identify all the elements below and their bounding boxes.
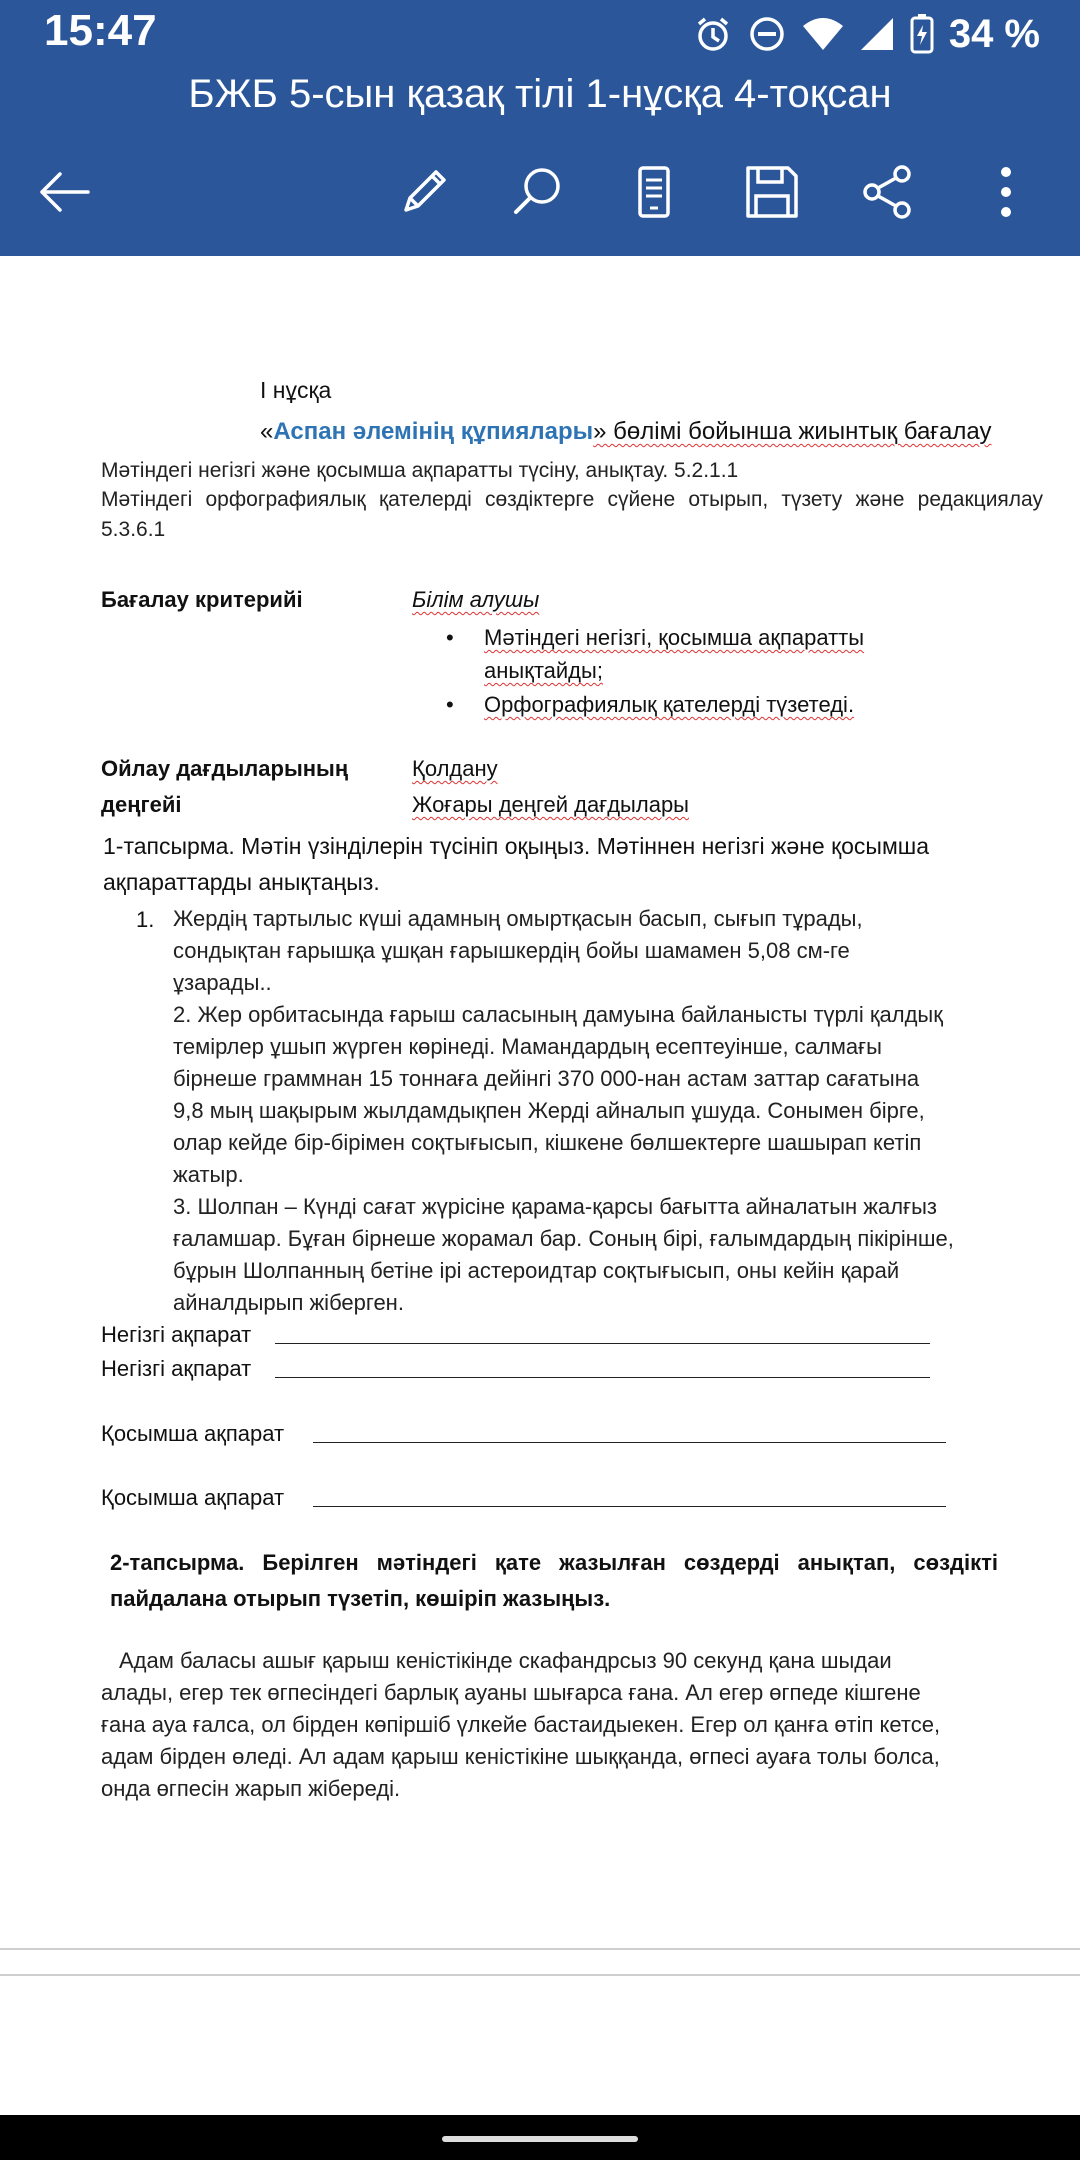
alarm-icon: [693, 14, 733, 54]
para-line: адам бірден өледі. Ал адам қарыш кеністікіне шыққанда, өгпесі ауаға толы болса,: [101, 1744, 940, 1769]
save-icon[interactable]: [740, 160, 804, 224]
item3-line: айналдырып жіберген.: [173, 1290, 404, 1315]
bullet-2: Орфографиялық қателерді түзетеді.: [484, 692, 855, 717]
skill-2: Жоғары деңгей дағдылары: [412, 792, 689, 817]
extra-info-label-2: Қосымша ақпарат: [101, 1485, 285, 1510]
status-icons: [693, 8, 1040, 60]
status-time: 15:47: [44, 6, 157, 55]
criteria-label: Бағалау критерийі: [101, 587, 303, 612]
item3-line: 3. Шолпан – Күнді сағат жүрісіне қарама-қарсы бағытта айналатын жалғыз: [173, 1194, 938, 1219]
learner-label: Білім алушы: [412, 587, 540, 612]
item3-line: ғаламшар. Бұған бірнеше жорамал бар. Соның бірі, ғалымдардың пікірінше,: [173, 1226, 954, 1251]
answer-line-2[interactable]: [275, 1377, 930, 1378]
edit-pencil-icon[interactable]: [392, 160, 456, 224]
item1-line: Жердің тартылыс күші адамның омыртқасын басып, сығып тұрады,: [173, 906, 863, 931]
item3-line: бұрын Шолпанның бетіне ірі астероидтар соқтығысып, оны кейін қарай: [173, 1258, 900, 1283]
item2-line: темірлер ұшып жүрген көрінеді. Мамандардың есептеуінше, салмағы: [173, 1034, 882, 1059]
document-title: БЖБ 5-сын қазақ тілі 1-нұсқа 4-тоқсан: [188, 72, 892, 116]
mobile-view-icon[interactable]: [622, 160, 686, 224]
bullet-dot-1: •: [446, 625, 454, 650]
answer-line-3[interactable]: [313, 1442, 946, 1443]
search-icon[interactable]: [506, 160, 570, 224]
item2-line: олар кейде бір-бірімен соқтығысып, кішкене бөлшектерге шашырап кетіп: [173, 1130, 922, 1155]
bullet-dot-2: •: [446, 692, 454, 717]
para-line: алады, егер тек өгпесіндегі барлық ауаны шығарса ғана. Ал егер өгпеде кішгене: [101, 1680, 921, 1705]
variant-label: І нұсқа: [260, 377, 332, 403]
main-info-label-2: Негізгі ақпарат: [101, 1356, 252, 1381]
home-indicator[interactable]: [442, 2136, 638, 2142]
page-divider: [0, 1948, 1080, 1950]
task2-paragraph: [101, 1645, 1043, 1805]
item2-line: бірнеше граммнан 15 тоннаға дейінгі 370 000-нан астам заттар сағатына: [173, 1066, 920, 1091]
bullet-1-line2: анықтайды;: [484, 658, 603, 683]
task1-line1: 1-тапсырма. Мәтін үзінділерін түсініп оқыңыз. Мәтіннен негізгі және қосымша: [103, 833, 930, 859]
more-vert-icon[interactable]: [974, 160, 1038, 224]
item2-line: 2. Жер орбитасында ғарыш саласының дамуына байланысты түрлі қалдық: [173, 1002, 943, 1027]
main-info-label-1: Негізгі ақпарат: [101, 1322, 252, 1347]
item2-line: 9,8 мың шақырым жылдамдықпен Жерді айналып ұшуда. Сонымен бірге,: [173, 1098, 925, 1123]
signal-icon: [859, 14, 895, 54]
page-divider: [0, 1974, 1080, 1976]
share-icon[interactable]: [856, 160, 920, 224]
answer-line-4[interactable]: [313, 1506, 946, 1507]
item1-number: 1.: [136, 907, 155, 932]
task2-line2: пайдалана отырып түзетіп, көшіріп жазыңыз.: [110, 1586, 611, 1611]
skills-label-2: деңгейі: [101, 792, 182, 817]
task1-line2: ақпараттарды анықтаңыз.: [103, 869, 380, 895]
bullet-1-line1: Мәтіндегі негізгі, қосымша ақпаратты: [484, 625, 865, 650]
task2-line1: 2-тапсырма. Берілген мәтіндегі қате жазылған сөздерді анықтап, сөздікті: [110, 1550, 998, 1575]
item1-block: [173, 903, 1043, 1319]
document-heading: «Аспан әлемінің құпиялары» бөлімі бойынша жиынтық бағалау: [260, 418, 992, 445]
skills-label-1: Ойлау дағдыларының: [101, 756, 349, 781]
para-line: онда өгпесін жарып жібереді.: [101, 1776, 401, 1801]
dnd-icon: [747, 14, 787, 54]
objective-2: Мәтіндегі орфографиялық қателерді сөздіктерге сүйене отырып, түзету және редакциялау 5.3.6.1: [101, 488, 1043, 541]
skill-1: Қолдану: [412, 756, 498, 781]
objective-1: Мәтіндегі негізгі және қосымша ақпаратты түсіну, анықтау. 5.2.1.1: [101, 459, 739, 482]
answer-line-1[interactable]: [275, 1343, 930, 1344]
para-line: Адам баласы ашығ қарыш кеністікінде скафандрсыз 90 секунд қана шыдаи: [119, 1648, 892, 1673]
item1-line: сондықтан ғарышқа ұшқан ғарышкердің бойы шамамен 5,08 см-ге: [173, 938, 850, 963]
item1-line: ұзарады..: [173, 970, 272, 995]
wifi-icon: [801, 14, 845, 54]
extra-info-label-1: Қосымша ақпарат: [101, 1421, 285, 1446]
app-bar: [0, 0, 1080, 256]
item2-line: жатыр.: [173, 1162, 244, 1187]
para-line: ғана ауа ғалса, ол бірден көпіршіб үлкейе бастаидыекен. Егер ол қанға өтіп кетсе,: [101, 1712, 941, 1737]
battery-percent: 34 %: [948, 11, 1040, 56]
battery-icon: [909, 13, 935, 55]
back-arrow-icon[interactable]: [32, 160, 96, 224]
